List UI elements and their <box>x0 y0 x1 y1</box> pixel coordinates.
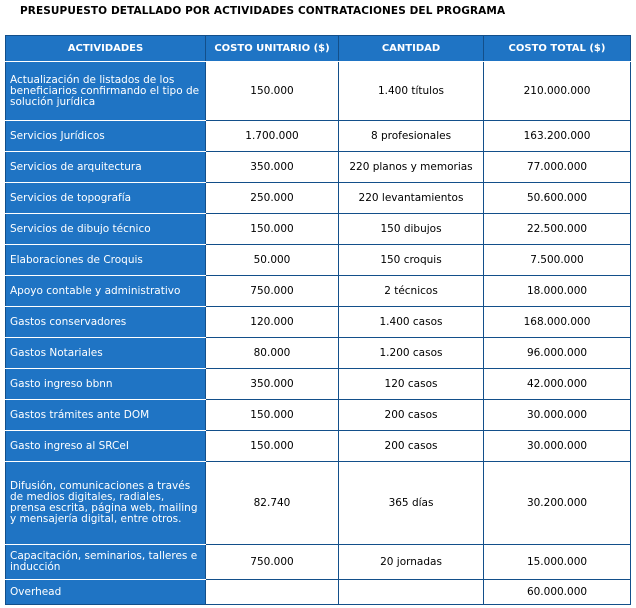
total-cost-cell: 168.000.000 <box>484 307 631 338</box>
unit-cost-cell <box>206 580 339 605</box>
total-cost-cell: 60.000.000 <box>484 580 631 605</box>
unit-cost-cell: 150.000 <box>206 431 339 462</box>
quantity-cell: 150 dibujos <box>339 214 484 245</box>
unit-cost-cell: 150.000 <box>206 62 339 121</box>
quantity-cell: 1.400 títulos <box>339 62 484 121</box>
table-row <box>6 307 631 338</box>
unit-cost-cell: 150.000 <box>206 214 339 245</box>
quantity-cell: 150 croquis <box>339 245 484 276</box>
unit-cost-cell: 1.700.000 <box>206 121 339 152</box>
quantity-cell: 1.400 casos <box>339 307 484 338</box>
unit-cost-cell: 750.000 <box>206 545 339 580</box>
activity-cell: Servicios de topografía <box>6 183 206 214</box>
table-row <box>6 338 631 369</box>
table-row <box>6 62 631 121</box>
activity-cell: Gasto ingreso al SRCeI <box>6 431 206 462</box>
total-cost-cell: 22.500.000 <box>484 214 631 245</box>
total-cost-cell: 42.000.000 <box>484 369 631 400</box>
activity-cell: Overhead <box>6 580 206 605</box>
total-cost-cell: 77.000.000 <box>484 152 631 183</box>
total-cost-cell: 50.600.000 <box>484 183 631 214</box>
unit-cost-cell: 120.000 <box>206 307 339 338</box>
unit-cost-cell: 750.000 <box>206 276 339 307</box>
table-header-row <box>6 36 631 62</box>
total-cost-cell: 96.000.000 <box>484 338 631 369</box>
activity-cell: Servicios de dibujo técnico <box>6 214 206 245</box>
unit-cost-cell: 80.000 <box>206 338 339 369</box>
total-cost-cell: 163.200.000 <box>484 121 631 152</box>
table-row <box>6 183 631 214</box>
quantity-cell: 365 días <box>339 462 484 545</box>
quantity-cell: 220 levantamientos <box>339 183 484 214</box>
activity-cell: Capacitación, seminarios, talleres e inducción <box>6 545 206 580</box>
total-cost-cell: 30.000.000 <box>484 431 631 462</box>
total-cost-cell: 30.200.000 <box>484 462 631 545</box>
quantity-cell: 1.200 casos <box>339 338 484 369</box>
header-cantidad: CANTIDAD <box>339 36 484 62</box>
table-row <box>6 580 631 605</box>
quantity-cell: 20 jornadas <box>339 545 484 580</box>
activity-cell: Gasto ingreso bbnn <box>6 369 206 400</box>
table-row <box>6 276 631 307</box>
unit-cost-cell: 82.740 <box>206 462 339 545</box>
quantity-cell: 120 casos <box>339 369 484 400</box>
unit-cost-cell: 150.000 <box>206 400 339 431</box>
unit-cost-cell: 250.000 <box>206 183 339 214</box>
activity-cell: Gastos Notariales <box>6 338 206 369</box>
quantity-cell: 200 casos <box>339 431 484 462</box>
table-row <box>6 400 631 431</box>
table-row <box>6 245 631 276</box>
table-row <box>6 545 631 580</box>
total-cost-cell: 30.000.000 <box>484 400 631 431</box>
page-title: PRESUPUESTO DETALLADO POR ACTIVIDADES CONTRATACIONES DEL PROGRAMA <box>20 5 506 17</box>
activity-cell: Actualización de listados de los beneficiarios confirmando el tipo de solución jurídica <box>6 62 206 121</box>
activity-cell: Servicios de arquitectura <box>6 152 206 183</box>
total-cost-cell: 7.500.000 <box>484 245 631 276</box>
activity-cell: Gastos conservadores <box>6 307 206 338</box>
unit-cost-cell: 350.000 <box>206 152 339 183</box>
activity-cell: Apoyo contable y administrativo <box>6 276 206 307</box>
total-cost-cell: 15.000.000 <box>484 545 631 580</box>
unit-cost-cell: 50.000 <box>206 245 339 276</box>
table-row <box>6 431 631 462</box>
unit-cost-cell: 350.000 <box>206 369 339 400</box>
budget-table <box>5 35 631 605</box>
header-costo-unitario: COSTO UNITARIO ($) <box>206 36 339 62</box>
activity-cell: Difusión, comunicaciones a través de medios digitales, radiales, prensa escrita, página web, mailing y mensajería digital, entre otros. <box>6 462 206 545</box>
header-costo-total: COSTO TOTAL ($) <box>484 36 631 62</box>
header-actividades: ACTIVIDADES <box>6 36 206 62</box>
table-row <box>6 121 631 152</box>
table-row <box>6 369 631 400</box>
total-cost-cell: 210.000.000 <box>484 62 631 121</box>
activity-cell: Gastos trámites ante DOM <box>6 400 206 431</box>
activity-cell: Elaboraciones de Croquis <box>6 245 206 276</box>
quantity-cell: 2 técnicos <box>339 276 484 307</box>
table-row <box>6 462 631 545</box>
quantity-cell <box>339 580 484 605</box>
quantity-cell: 8 profesionales <box>339 121 484 152</box>
quantity-cell: 200 casos <box>339 400 484 431</box>
total-cost-cell: 18.000.000 <box>484 276 631 307</box>
quantity-cell: 220 planos y memorias <box>339 152 484 183</box>
table-row <box>6 152 631 183</box>
activity-cell: Servicios Jurídicos <box>6 121 206 152</box>
table-row <box>6 214 631 245</box>
